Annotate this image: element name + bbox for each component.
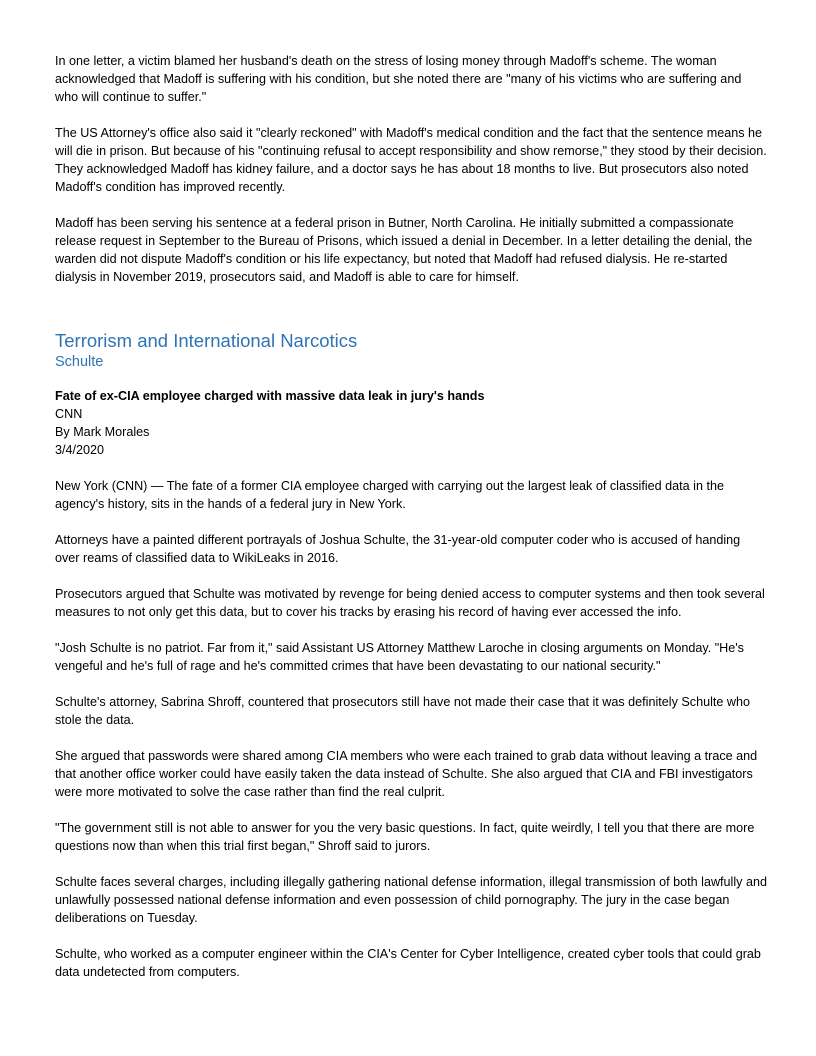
section-subtitle: Schulte	[55, 354, 104, 370]
article-paragraph-7: "The government still is not able to answer for you the very basic questions. In fact, quite weirdly, I tell you that there are more questions now than when this trial first began," Shroff said to jurors.	[55, 821, 755, 853]
intro-paragraph-3: Madoff has been serving his sentence at a federal prison in Butner, North Carolina. He initially submitted a compassionate release request in September to the Bureau of Prisons, which issued a denial in December. In a letter detailing the denial, the warden did not dispute Madoff's condition or his life expectancy, but noted that Madoff had refused dialysis. He re-started dialysis in November 2019, prosecutors said, and Madoff is able to care for himself.	[55, 216, 753, 284]
article-paragraph-1: New York (CNN) — The fate of a former CIA employee charged with carrying out the largest leak of classified data in the agency's history, sits in the hands of a federal jury in New York.	[55, 479, 724, 511]
article-date: 3/4/2020	[55, 443, 105, 457]
article-paragraph-4: "Josh Schulte is no patriot. Far from it," said Assistant US Attorney Matthew Laroche in closing arguments on Monday. "He's vengeful and he's full of rage and he's committed crimes that have been devastating to our national security."	[55, 641, 744, 673]
article-byline: By Mark Morales	[55, 425, 150, 439]
section-title: Terrorism and International Narcotics	[55, 330, 358, 351]
article-paragraph-2: Attorneys have a painted different portrayals of Joshua Schulte, the 31-year-old computer coder who is accused of handing over reams of classified data to WikiLeaks in 2016.	[55, 533, 741, 565]
intro-paragraph-2: The US Attorney's office also said it "clearly reckoned" with Madoff's medical condition and the fact that the sentence means he will die in prison. But because of his "continuing refusal to accept responsibility and show remorse," they stood by their decision. They acknowledged Madoff has kidney failure, and a doctor says he has about 18 months to live. But prosecutors also noted Madoff's condition has improved recently.	[55, 126, 767, 194]
article-meta	[55, 387, 767, 459]
article-paragraph-5: Schulte's attorney, Sabrina Shroff, countered that prosecutors still have not made their case that it was definitely Schulte who stole the data.	[55, 695, 750, 727]
article-headline: Fate of ex-CIA employee charged with massive data leak in jury's hands	[55, 389, 485, 403]
article-paragraph-8: Schulte faces several charges, including illegally gathering national defense information, illegal transmission of both lawfully and unlawfully possessed national defense information and even possession of child pornography. The jury in the case began deliberations on Tuesday.	[55, 875, 767, 925]
article-paragraph-6: She argued that passwords were shared among CIA members who were each trained to grab data without leaving a trace and that another office worker could have easily taken the data instead of Schulte. She also argued that CIA and FBI investigators were more motivated to solve the case rather than find the real culprit.	[55, 749, 758, 799]
intro-paragraph-1: In one letter, a victim blamed her husband's death on the stress of losing money through Madoff's scheme. The woman acknowledged that Madoff is suffering with his condition, but she noted there are "many of his victims who are suffering and who will continue to suffer."	[55, 54, 742, 104]
article-paragraph-3: Prosecutors argued that Schulte was motivated by revenge for being denied access to computer systems and then took several measures to not only get this data, but to cover his tracks by erasing his record of having ever accessed the info.	[55, 587, 765, 619]
article-paragraph-9: Schulte, who worked as a computer engineer within the CIA's Center for Cyber Intelligence, created cyber tools that could grab data undetected from computers.	[55, 947, 761, 979]
document-page	[55, 52, 767, 999]
article-source: CNN	[55, 407, 83, 421]
